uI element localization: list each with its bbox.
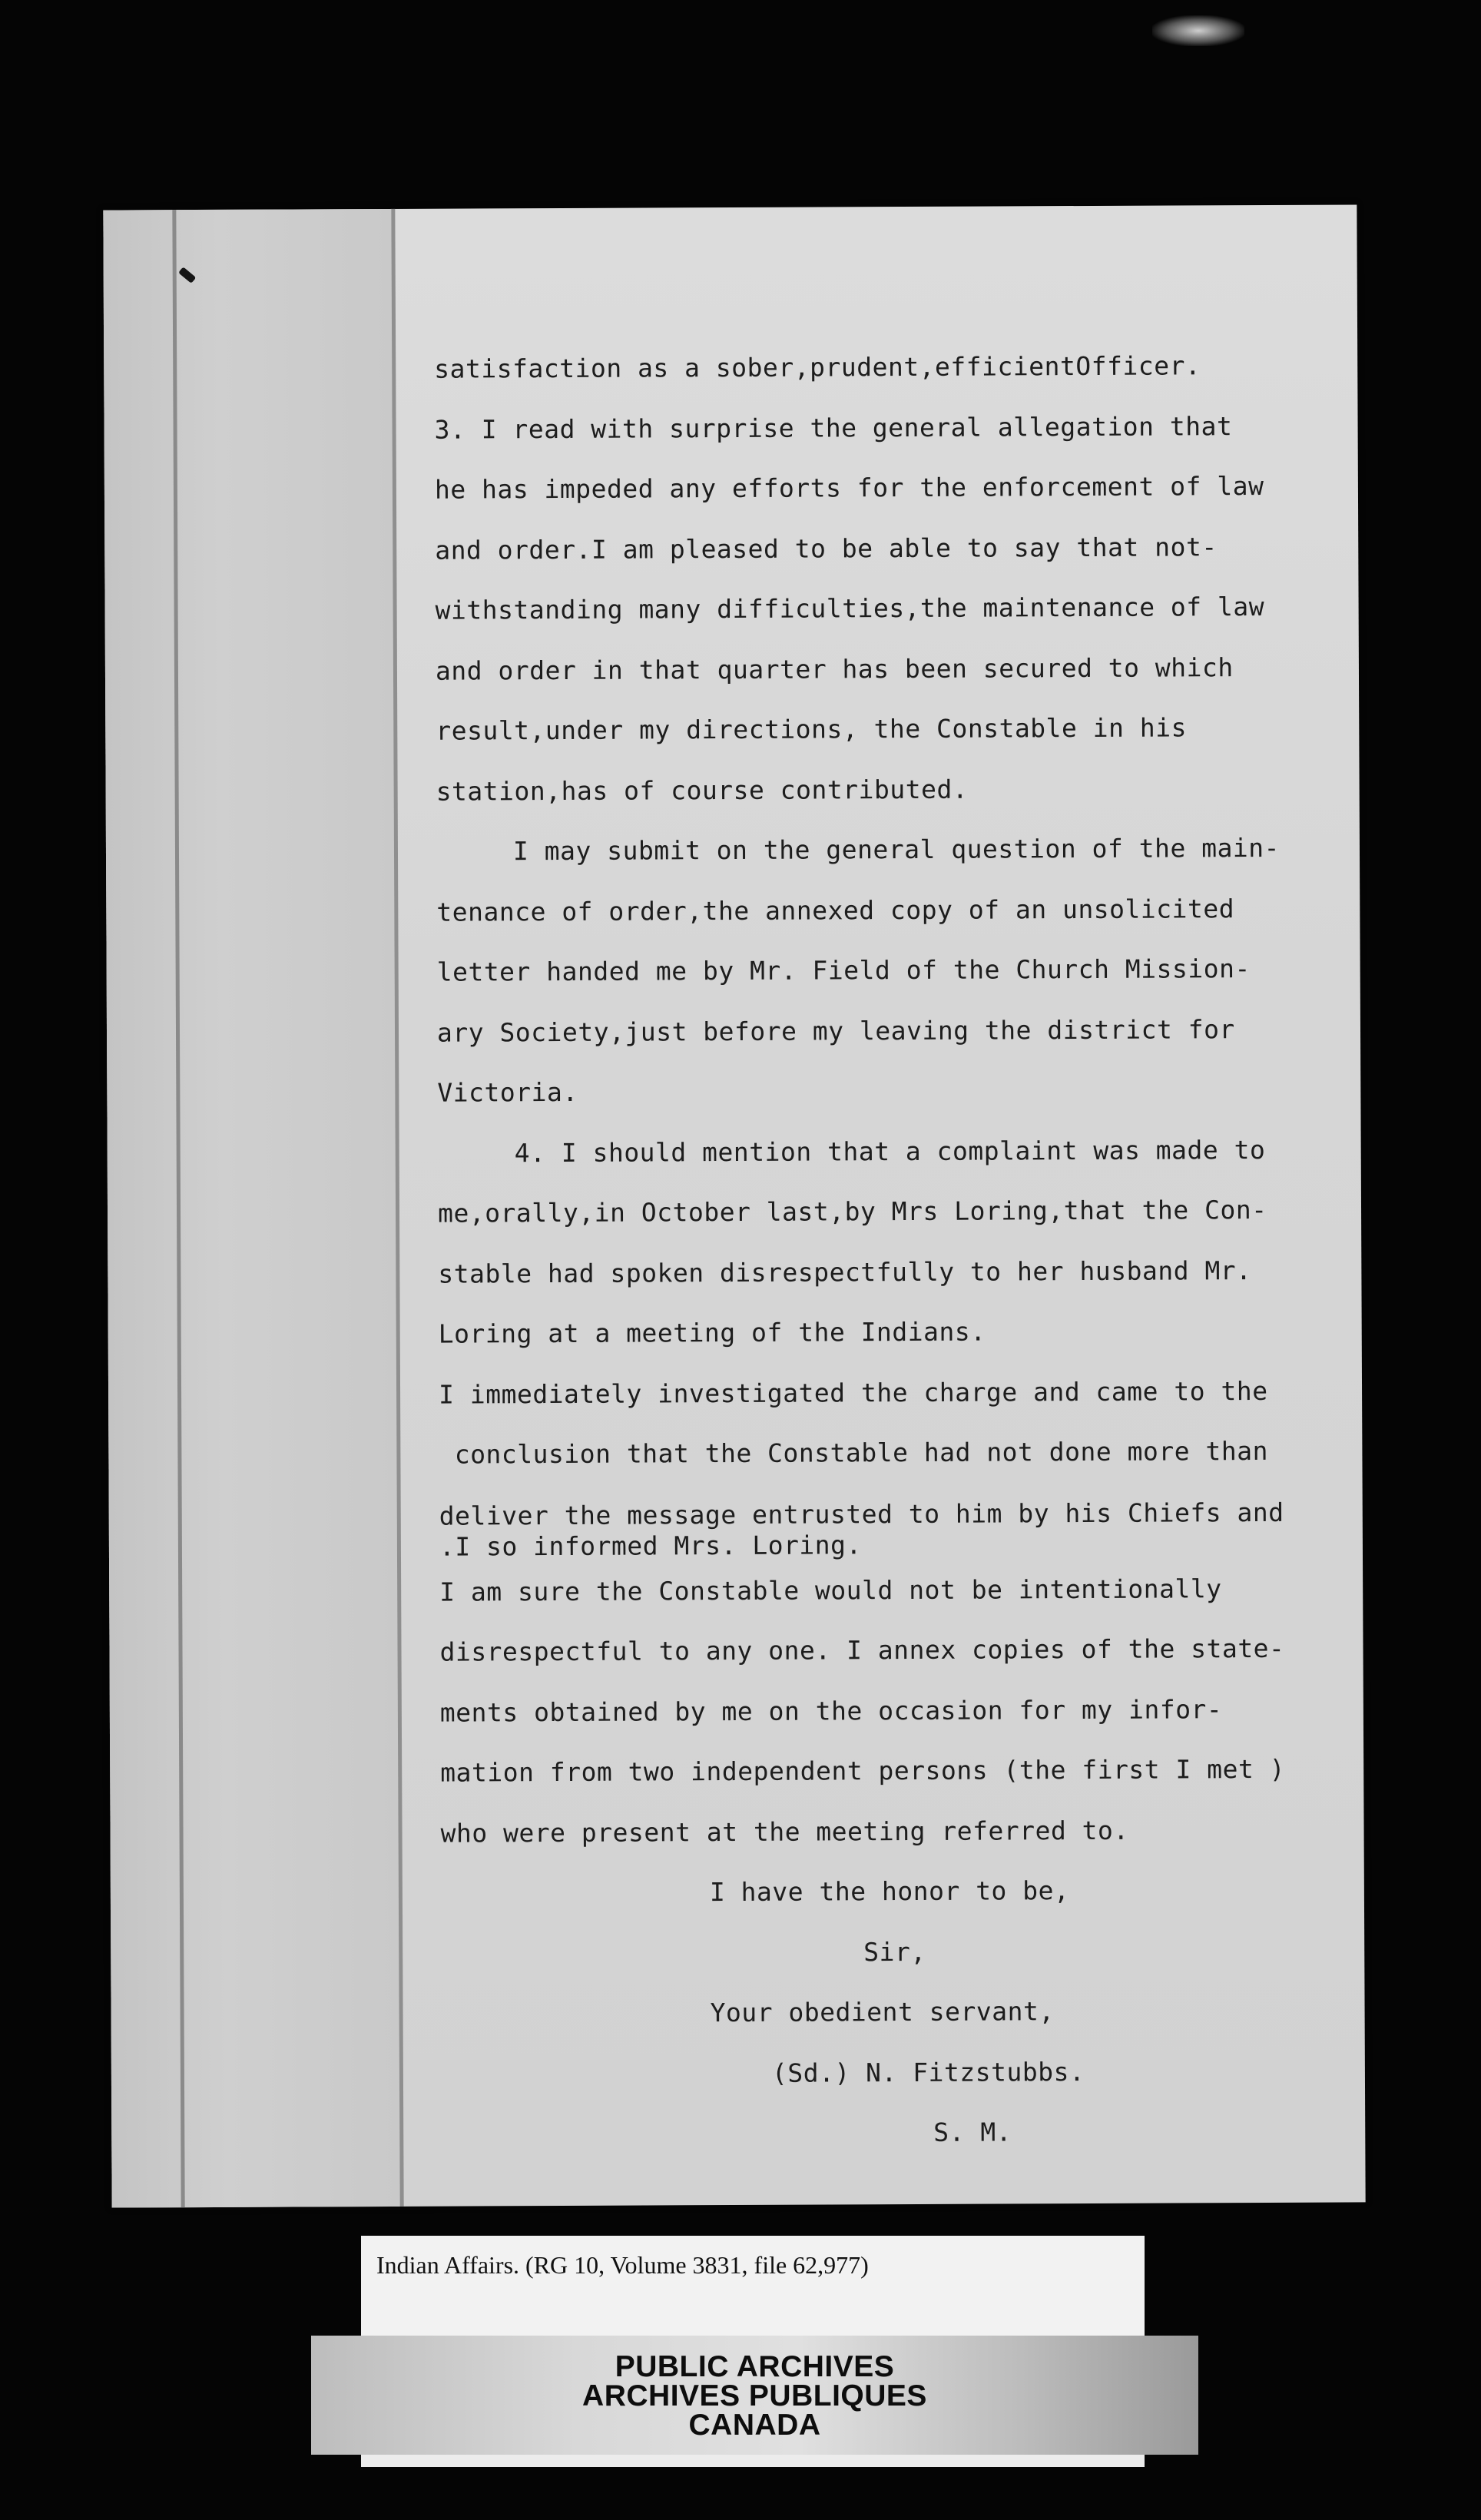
scan-glare bbox=[1152, 15, 1244, 46]
closing-line: Your obedient servant, bbox=[710, 1996, 1055, 2028]
archive-reference-label: Indian Affairs. (RG 10, Volume 3831, file 62,977) bbox=[361, 2236, 1145, 2336]
text-line: I may submit on the general question of the main- bbox=[512, 832, 1281, 867]
text-line: Loring at a meeting of the Indians. bbox=[438, 1316, 986, 1349]
text-line: result,under my directions, the Constable in his bbox=[436, 712, 1188, 746]
stamp-line: PUBLIC ARCHIVES bbox=[615, 2350, 895, 2383]
text-line: I immediately investigated the charge and came to the bbox=[438, 1375, 1268, 1410]
stamp-line: CANADA bbox=[688, 2409, 821, 2442]
letter-body bbox=[434, 336, 1333, 2166]
signature-title: S. M. bbox=[933, 2117, 1012, 2147]
text-line: conclusion that the Constable had not done more than bbox=[439, 1435, 1268, 1470]
text-line: disrespectful to any one. I annex copies of the state- bbox=[439, 1633, 1285, 1667]
text-line: I am sure the Constable would not be intentionally bbox=[439, 1573, 1222, 1607]
text-line: withstanding many difficulties,the maintenance of law bbox=[435, 591, 1265, 625]
text-line: and order in that quarter has been secured to which bbox=[435, 652, 1234, 686]
text-line: Victoria. bbox=[437, 1076, 578, 1108]
text-line: and order.I am pleased to be able to say that not- bbox=[435, 531, 1218, 565]
archive-stamp bbox=[311, 2336, 1198, 2455]
closing-line: I have the honor to be, bbox=[709, 1875, 1070, 1908]
stamp-footer-strip bbox=[361, 2455, 1145, 2467]
text-line: stable had spoken disrespectfully to her husband Mr. bbox=[438, 1255, 1252, 1289]
closing-salutation: Sir, bbox=[863, 1936, 926, 1967]
page-margin bbox=[103, 209, 399, 2208]
text-line: he has impeded any efforts for the enforcement of law bbox=[434, 470, 1264, 505]
text-line: deliver the message entrusted to him by his Chiefs and bbox=[439, 1497, 1284, 1531]
text-line: 4. I should mention that a complaint was made to bbox=[514, 1134, 1266, 1168]
text-line: tenance of order,the annexed copy of an unsolicited bbox=[436, 893, 1235, 927]
text-line: mation from two independent persons (the first I met ) bbox=[440, 1753, 1286, 1788]
text-line: who were present at the meeting referred to. bbox=[440, 1815, 1129, 1849]
text-line: satisfaction as a sober,prudent,efficientOfficer. bbox=[434, 350, 1201, 384]
letter-page bbox=[103, 204, 1365, 2207]
text-line: ments obtained by me on the occasion for my infor- bbox=[439, 1693, 1223, 1728]
text-line: .I so informed Mrs. Loring. bbox=[439, 1529, 862, 1562]
text-line: letter handed me by Mr. Field of the Church Mission- bbox=[436, 953, 1251, 987]
text-line: ary Society,just before my leaving the district for bbox=[436, 1013, 1235, 1048]
text-line: me,orally,in October last,by Mrs Loring,that the Con- bbox=[437, 1194, 1267, 1228]
text-line: 3. I read with surprise the general allegation that bbox=[434, 410, 1233, 445]
text-line: station,has of course contributed. bbox=[436, 774, 969, 807]
signature: (Sd.) N. Fitzstubbs. bbox=[771, 2056, 1085, 2088]
stamp-line: ARCHIVES PUBLIQUES bbox=[582, 2379, 927, 2412]
